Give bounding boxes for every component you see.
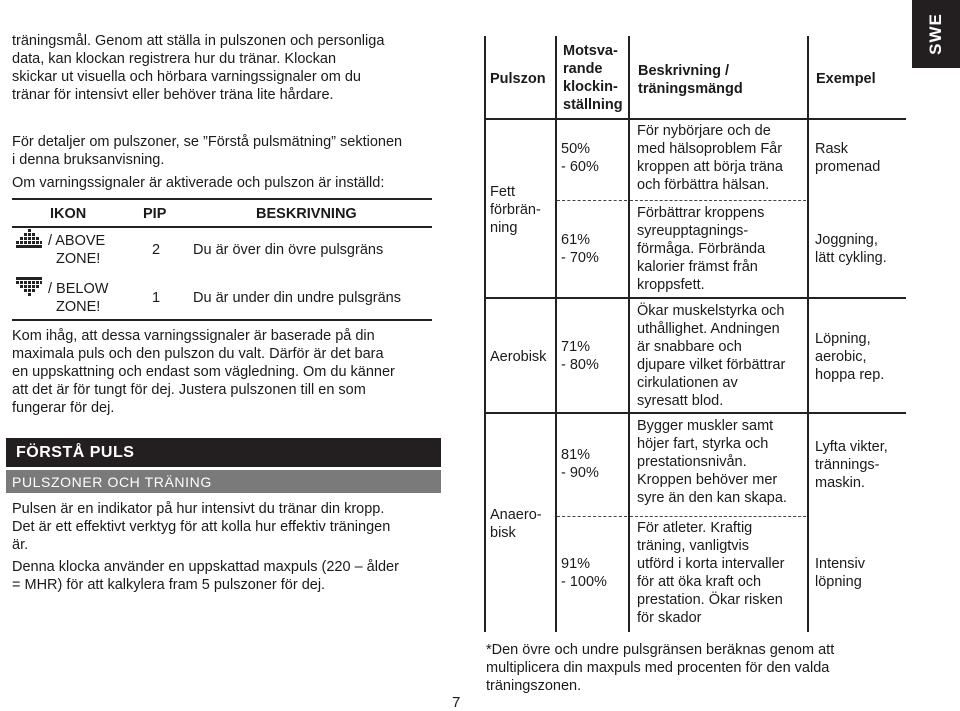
table-rule: [12, 226, 432, 228]
zone-description: kalorier främst från: [637, 259, 758, 275]
zone-percent: - 90%: [561, 465, 599, 481]
footnote-line: multiplicera din maxpuls med procenten för den valda: [486, 660, 830, 676]
zone-example: maskin.: [815, 475, 865, 491]
table-rule: [12, 198, 432, 200]
zone-percent: 91%: [561, 556, 591, 572]
zone-description: syre än den kan skapa.: [637, 490, 787, 506]
zone-example: trännings-: [815, 457, 880, 473]
zone-percent: 71%: [561, 339, 591, 355]
header-clock: ställning: [563, 97, 623, 113]
header-clock: Motsva-: [563, 43, 618, 59]
body-line: Pulsen är en indikator på hur intensivt du tränar din kropp.: [12, 501, 385, 517]
row-description: Du är över din övre pulsgräns: [193, 242, 384, 258]
zone-percent: - 70%: [561, 250, 599, 266]
body-line: Denna klocka använder en uppskattad maxpuls (220 – ålder: [12, 559, 399, 575]
table-rule: [630, 516, 806, 517]
header-description: Beskrivning /: [638, 63, 730, 79]
body-line: Det är ett effektivt verktyg för att kolla hur effektiv träningen: [12, 519, 391, 535]
reminder-line: Kom ihåg, att dessa varningssignaler är baserade på din: [12, 328, 375, 344]
zone-description: prestation. Ökar risken: [637, 592, 783, 608]
table-rule: [557, 516, 627, 517]
zone-example: hoppa rep.: [815, 367, 885, 383]
section-title: FÖRSTÅ PULS: [16, 444, 135, 461]
header-zone: Pulszon: [490, 71, 546, 87]
zone-description: Bygger muskler samt: [637, 418, 774, 434]
body-line: är.: [12, 537, 29, 553]
zone-description: kroppen att börja träna: [637, 159, 783, 175]
beep-count: 2: [152, 242, 161, 258]
table-rule: [557, 200, 627, 201]
zone-percent: 81%: [561, 447, 591, 463]
zone-example: Rask: [815, 141, 849, 157]
zone-name: Fett: [490, 184, 515, 200]
zone-description: kroppsfett.: [637, 277, 705, 293]
column-header-beep: PIP: [143, 206, 167, 222]
warning-intro: Om varningssignaler är aktiverade och pulszon är inställd:: [12, 175, 385, 191]
zone-percent: 50%: [561, 141, 591, 157]
zone-description: uthållighet. Andningen: [637, 321, 780, 337]
zone-description: cirkulationen av: [637, 375, 738, 391]
zone-example: aerobic,: [815, 349, 867, 365]
zone-name: bisk: [490, 525, 516, 541]
below-zone-icon: [15, 276, 43, 298]
zone-description: träning, vanligtvis: [637, 538, 750, 554]
zone-example: Intensiv: [815, 556, 865, 572]
page-number: 7: [452, 694, 461, 711]
table-rule: [486, 118, 906, 120]
zone-description: prestationsnivån.: [637, 454, 747, 470]
zone-description: djupare vilket förbättrar: [637, 357, 786, 373]
zone-description: höjer fart, styrka och: [637, 436, 769, 452]
reminder-line: en uppskattning och endast som vägledning. Om du känner: [12, 364, 395, 380]
section-heading-bar: [6, 438, 441, 467]
zone-name: förbrän-: [490, 202, 541, 218]
below-zone-label: / BELOW: [48, 281, 109, 297]
zone-percent: - 100%: [561, 574, 607, 590]
header-clock: rande: [563, 61, 603, 77]
header-clock: klockin-: [563, 79, 618, 95]
zone-description: syreupptagnings-: [637, 223, 749, 239]
row-description: Du är under din undre pulsgräns: [193, 290, 401, 306]
zone-example: Löpning,: [815, 331, 871, 347]
zone-name: ning: [490, 220, 518, 236]
zone-description: för att öka kraft och: [637, 574, 762, 590]
footnote-line: träningszonen.: [486, 678, 582, 694]
zone-description: och förbättra hälsan.: [637, 177, 770, 193]
column-header-description: BESKRIVNING: [256, 206, 357, 222]
details-line: i denna bruksanvisning.: [12, 152, 165, 168]
intro-line: tränar för intensivt eller behöver träna lite hårdare.: [12, 87, 334, 103]
zone-description: är snabbare och: [637, 339, 742, 355]
reminder-line: maximala puls och den pulszon du valt. Därför är det bara: [12, 346, 384, 362]
table-rule: [486, 297, 906, 299]
intro-line: skickar ut visuella och hörbara varningssignaler om du: [12, 69, 361, 85]
intro-line: träningsmål. Genom att ställa in pulszonen och personliga: [12, 33, 385, 49]
above-zone-label: / ABOVE: [48, 233, 106, 249]
table-rule: [484, 36, 486, 632]
details-line: För detaljer om pulszoner, se ”Förstå pulsmätning” sektionen: [12, 134, 403, 150]
zone-percent: - 80%: [561, 357, 599, 373]
language-tab: [912, 0, 960, 68]
zone-example: löpning: [815, 574, 862, 590]
reminder-line: fungerar för dej.: [12, 400, 115, 416]
table-rule: [486, 412, 906, 414]
zone-description: För atleter. Kraftig: [637, 520, 753, 536]
table-rule: [12, 319, 432, 321]
zone-example: Lyfta vikter,: [815, 439, 888, 455]
above-zone-label: ZONE!: [56, 251, 101, 267]
zone-description: Ökar muskelstyrka och: [637, 303, 785, 319]
column-header-icon: IKON: [50, 206, 87, 222]
table-rule: [628, 36, 630, 632]
zone-description: Kroppen behöver mer: [637, 472, 778, 488]
table-rule: [807, 36, 809, 632]
subsection-heading-bar: [6, 470, 441, 493]
zone-description: Förbättrar kroppens: [637, 205, 765, 221]
zone-description: utförd i korta intervaller: [637, 556, 785, 572]
below-zone-label: ZONE!: [56, 299, 101, 315]
table-rule: [630, 200, 806, 201]
zone-example: Joggning,: [815, 232, 878, 248]
zone-description: med hälsoproblem Får: [637, 141, 783, 157]
table-rule: [555, 36, 557, 632]
zone-description: förmåga. Förbrända: [637, 241, 766, 257]
zone-example: lätt cykling.: [815, 250, 887, 266]
beep-count: 1: [152, 290, 161, 306]
above-zone-icon: [15, 228, 43, 250]
reminder-line: att det är för tungt för dej. Justera pulszonen till en som: [12, 382, 366, 398]
header-example: Exempel: [816, 71, 876, 87]
language-tab-label: SWE: [926, 13, 945, 55]
footnote-line: *Den övre och undre pulsgränsen beräknas genom att: [486, 642, 835, 658]
zone-description: syresatt blod.: [637, 393, 724, 409]
subsection-title: PULSZONER OCH TRÄNING: [12, 474, 212, 490]
zone-description: För nybörjare och de: [637, 123, 771, 139]
zone-percent: - 60%: [561, 159, 599, 175]
header-description: träningsmängd: [638, 81, 743, 97]
body-line: = MHR) för att kalkylera fram 5 pulszoner för dej.: [12, 577, 326, 593]
intro-line: data, kan klockan registrera hur du tränar. Klockan: [12, 51, 337, 67]
zone-name: Aerobisk: [490, 349, 547, 365]
zone-percent: 61%: [561, 232, 591, 248]
zone-name: Anaero-: [490, 507, 542, 523]
zone-example: promenad: [815, 159, 881, 175]
zone-description: för skador: [637, 610, 702, 626]
